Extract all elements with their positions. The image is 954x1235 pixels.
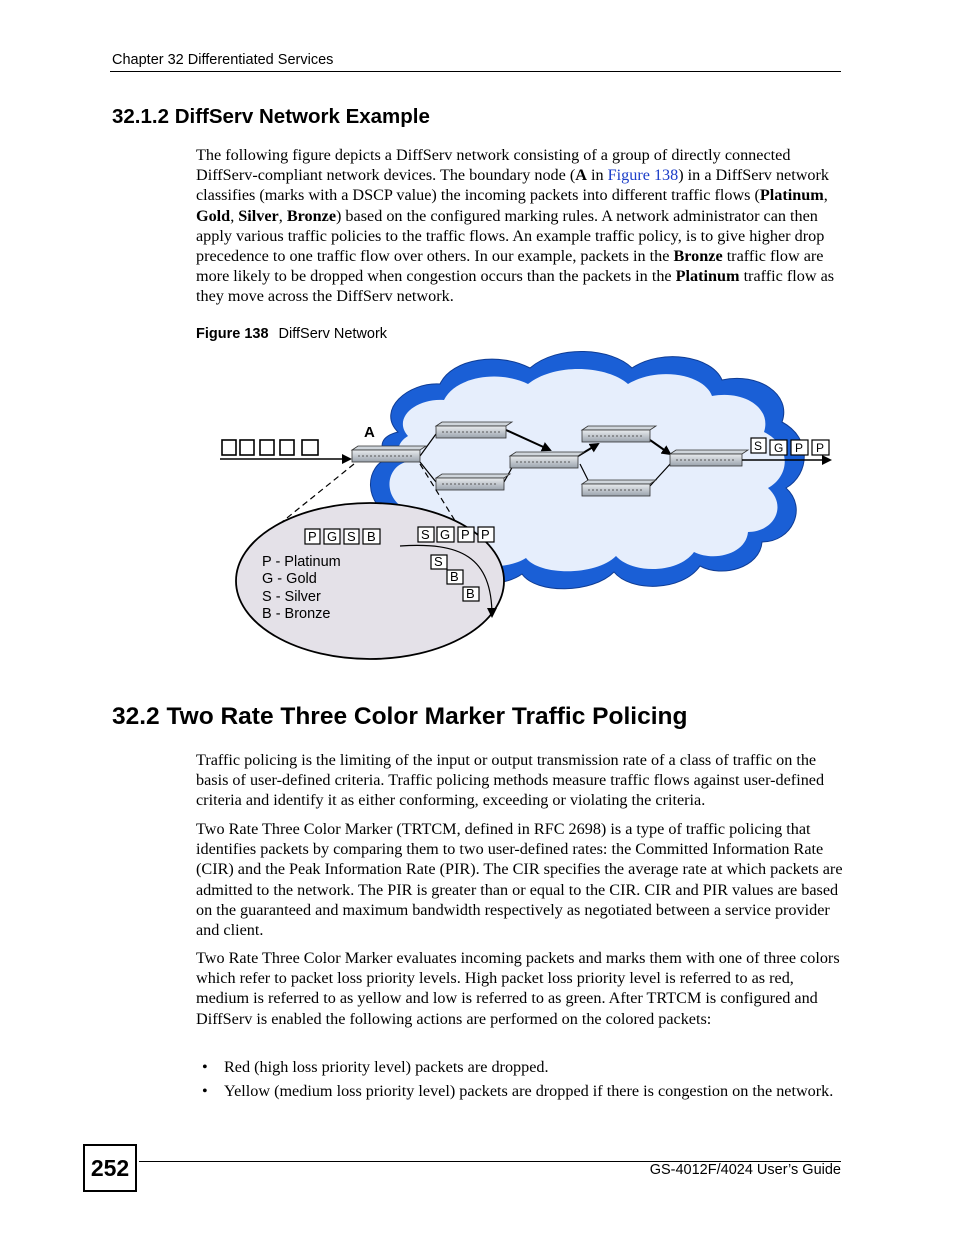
outgoing-packet-label: S: [754, 439, 763, 453]
switch-core-3: [510, 452, 584, 468]
incoming-packet: [260, 440, 274, 455]
bullet-item-red: • Red (high loss priority level) packets are dropped.: [196, 1057, 844, 1077]
header-rule: [110, 71, 841, 72]
legend-packet-label: P: [481, 527, 490, 542]
incoming-packet: [222, 440, 236, 455]
incoming-packets: [222, 440, 318, 455]
legend-packet-label: G: [327, 529, 338, 544]
incoming-packet: [280, 440, 294, 455]
page-number: 252: [83, 1144, 137, 1192]
dropped-packet-label: B: [466, 586, 475, 601]
legend-packet-label: B: [367, 529, 376, 544]
dropped-packet-label: B: [450, 569, 459, 584]
switch-core-2: [436, 474, 510, 490]
outgoing-packet-label: G: [774, 441, 784, 455]
switch-boundary-egress: [670, 450, 748, 466]
legend-gold: G - Gold: [262, 571, 317, 587]
legend-bronze: B - Bronze: [262, 606, 331, 622]
bullet-item-yellow: • Yellow (medium loss priority level) packets are dropped if there is congestion on the network.: [196, 1081, 844, 1101]
figure-138-link[interactable]: Figure 138: [607, 166, 679, 185]
body-paragraph-trtcm-colors: Two Rate Three Color Marker evaluates incoming packets and marks them with one of three colors which refer to packet loss priority levels. High packet loss priority level is referred to as red, medium is referred to as yellow and low is referred to as green. After TRTCM is configured and DiffServ is enabled the following actions are performed on the colored packets:: [196, 949, 840, 1028]
legend-packet-label: G: [440, 527, 451, 542]
switch-core-4: [582, 426, 656, 442]
legend-silver: S - Silver: [262, 589, 321, 605]
incoming-packet: [302, 440, 318, 455]
legend-platinum: P - Platinum: [262, 554, 341, 570]
boundary-node-label: A: [364, 424, 375, 441]
outgoing-packet-label: P: [816, 441, 825, 455]
running-header: Chapter 32 Differentiated Services: [112, 52, 334, 68]
action-bullet-list: [196, 1057, 844, 1105]
incoming-packet: [240, 440, 254, 455]
section-heading-32-2: 32.2 Two Rate Three Color Marker Traffic Policing: [112, 703, 688, 730]
switch-core-5: [582, 480, 656, 496]
guide-title: GS-4012F/4024 User’s Guide: [649, 1162, 841, 1178]
figure-caption: Figure 138 DiffServ Network: [196, 326, 388, 342]
legend-packet-label: S: [421, 527, 430, 542]
switch-boundary-a: [352, 446, 426, 462]
legend-packet-label: P: [308, 529, 317, 544]
body-paragraph-traffic-policing: Traffic policing is the limiting of the input or output transmission rate of a class of traffic on the basis of user-defined criteria. Traffic policing methods measure traffic flows against user-defined criteria and identify it as either conforming, exceeding or violating the criteria.: [196, 751, 825, 810]
diffserv-network-diagram: [210, 346, 850, 662]
legend-packet-label: S: [347, 529, 356, 544]
body-paragraph-diffserv-example: The following figure depicts a DiffServ network consisting of a group of directly connected DiffServ-compliant network devices. The boundary node (A in Figure 138) in a DiffServ network classifies (marks with a DSCP value) the incoming packets into different traffic flows (Platinum, Gold, Silver, Bronze) based on the configured marking rules. A network administrator can then apply various traffic policies to the traffic flows. An example traffic policy, is to give higher drop precedence to one traffic flow over others. In our example, packets in the Bronze traffic flow are more likely to be dropped when congestion occurs than the packets in the Platinum traffic flow as they move across the DiffServ network.: [196, 146, 835, 306]
legend-packet-label: P: [461, 527, 470, 542]
outgoing-packet-label: P: [795, 441, 804, 455]
dropped-packet-label: S: [434, 554, 443, 569]
switch-core-1: [436, 422, 512, 438]
body-paragraph-trtcm: Two Rate Three Color Marker (TRTCM, defined in RFC 2698) is a type of traffic policing that identifies packets by comparing them to two user-defined rates: the Committed Information Rate (CIR) and the Peak Information Rate (PIR). The CIR specifies the average rate at which packets are admitted to the network. The PIR is greater than or equal to the CIR. CIR and PIR values are based on the guaranteed and maximum bandwidth respectively as negotiated between a service provider and client.: [196, 820, 843, 940]
section-heading-32-1-2: 32.1.2 DiffServ Network Example: [112, 105, 430, 128]
